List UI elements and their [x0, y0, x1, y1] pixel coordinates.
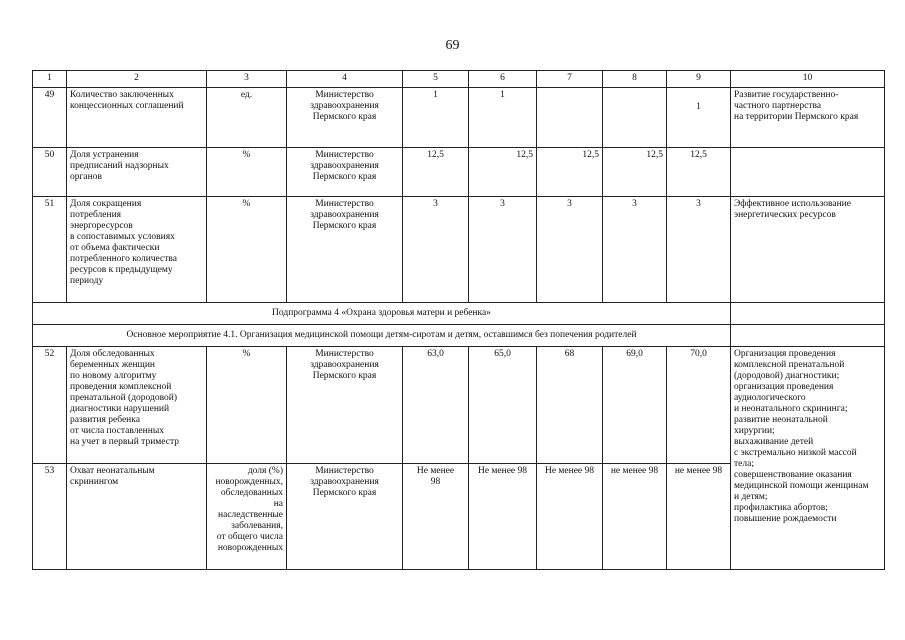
responsible-org: Министерство здравоохранения Пермского края: [287, 464, 403, 570]
empty-cell: [731, 325, 885, 347]
unit: %: [207, 148, 287, 197]
value-col6: Не менее 98: [469, 464, 537, 570]
value-col8: 3: [603, 197, 667, 303]
responsible-org: Министерство здравоохранения Пермского края: [287, 148, 403, 197]
activity-title: Основное мероприятие 4.1. Организация медицинской помощи детям-сиротам и детям, оставшимся без попечения родителей: [33, 325, 731, 347]
row-number: 53: [33, 464, 67, 570]
value-col6: 12,5: [469, 148, 537, 197]
indicator-name: Доля обследованных беременных женщин по новому алгоритму проведения комплексной пренатальной (дородовой) диагностики нарушений развития ребенка от числа поставленных на учет в первый триместр: [67, 347, 207, 464]
value-col9: 3: [667, 197, 731, 303]
value-col9: не менее 98: [667, 464, 731, 570]
header-cell: 8: [603, 71, 667, 88]
header-cell: 10: [731, 71, 885, 88]
value-col8: 12,5: [603, 148, 667, 197]
table-row: [33, 88, 885, 148]
value-col9: 70,0: [667, 347, 731, 464]
value-col7: 68: [537, 347, 603, 464]
header-cell: 3: [207, 71, 287, 88]
value-col7: 12,5: [537, 148, 603, 197]
value-col8: не менее 98: [603, 464, 667, 570]
expected-result: Развитие государственно- частного партнерства на территории Пермского края: [731, 88, 885, 148]
row-number: 50: [33, 148, 67, 197]
value-col9: 1: [667, 88, 731, 148]
header-row: [33, 71, 885, 88]
header-cell: 7: [537, 71, 603, 88]
value-col8: [603, 88, 667, 148]
subprogram-title: Подпрограмма 4 «Охрана здоровья матери и ребенка»: [33, 303, 731, 325]
responsible-org: Министерство здравоохранения Пермского края: [287, 88, 403, 148]
responsible-org: Министерство здравоохранения Пермского края: [287, 347, 403, 464]
value-col5: 63,0: [403, 347, 469, 464]
indicator-name: Доля устранения предписаний надзорных органов: [67, 148, 207, 197]
row-number: 52: [33, 347, 67, 464]
expected-result: Эффективное использование энергетических ресурсов: [731, 197, 885, 303]
value-col5: Не менее 98: [403, 464, 469, 570]
row-number: 51: [33, 197, 67, 303]
value-col7: Не менее 98: [537, 464, 603, 570]
header-cell: 1: [33, 71, 67, 88]
value-col5: 1: [403, 88, 469, 148]
expected-result: [731, 148, 885, 197]
unit: %: [207, 347, 287, 464]
indicators-table: [32, 70, 885, 570]
row-number: 49: [33, 88, 67, 148]
indicator-name: Доля сокращения потребления энергоресурсов в сопоставимых условиях от объема фактически потребленного количества ресурсов к предыдущему периоду: [67, 197, 207, 303]
expected-result: Организация проведения комплексной пренатальной (дородовой) диагностики; организация проведения аудиологического и неонатального скрининга; развитие неонатальной хирургии; выхаживание детей с экстремально низкой массой тела; совершенствование оказания медицинской помощи женщинам и детям; профилактика абортов; повышение рождаемости: [731, 347, 885, 570]
table-row: [33, 197, 885, 303]
header-cell: 6: [469, 71, 537, 88]
responsible-org: Министерство здравоохранения Пермского края: [287, 197, 403, 303]
indicator-name: Охват неонатальным скринингом: [67, 464, 207, 570]
unit: %: [207, 197, 287, 303]
value-col6: 3: [469, 197, 537, 303]
value-col6: 1: [469, 88, 537, 148]
value-col5: 12,5: [403, 148, 469, 197]
value-col9: 12,5: [667, 148, 731, 197]
header-cell: 5: [403, 71, 469, 88]
indicator-name: Количество заключенных концессионных соглашений: [67, 88, 207, 148]
value-col7: 3: [537, 197, 603, 303]
value-col6: 65,0: [469, 347, 537, 464]
unit: ед.: [207, 88, 287, 148]
header-cell: 4: [287, 71, 403, 88]
table-row: [33, 148, 885, 197]
header-cell: 2: [67, 71, 207, 88]
value-col8: 69,0: [603, 347, 667, 464]
table-row: [33, 347, 885, 464]
activity-row: [33, 325, 885, 347]
subprogram-row: [33, 303, 885, 325]
unit: доля (%) новорожденных, обследованных на наследственные заболевания, от общего числа новорожденных: [207, 464, 287, 570]
value-col7: [537, 88, 603, 148]
value-col5: 3: [403, 197, 469, 303]
header-cell: 9: [667, 71, 731, 88]
page-number: 69: [445, 38, 460, 53]
empty-cell: [731, 303, 885, 325]
